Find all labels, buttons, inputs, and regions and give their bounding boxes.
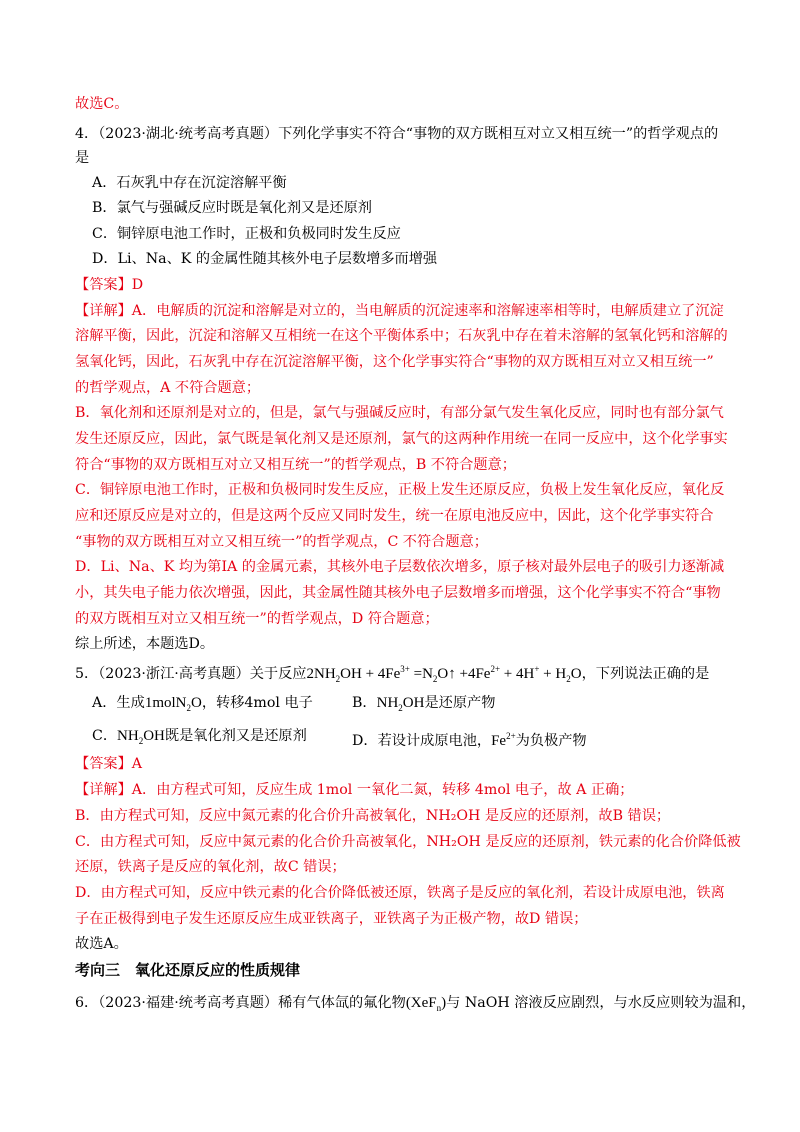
q5-option-b-formula: $NH_2OH$ [376, 695, 425, 713]
q5-summary: 故选A。 [75, 936, 128, 952]
q4-detail-line: 符合“事物的双方既相互对立又相互统一”的哲学观点，B 不符合题意； [75, 457, 516, 473]
q5-option-c: C．$NH_2OH$既是氧化剂又是还原剂 [92, 728, 307, 746]
q5-reaction-equation: $2NH_2OH + 4Fe^{3+}$ $=N_2O↑ +4Fe^{2+} + 4H^+ + H_2O$ [306, 664, 582, 684]
q4-detail-line: 发生还原反应，因此，氯气既是氧化剂又是还原剂，氯气的这两种作用统一在同一反应中，这个化学事实 [75, 431, 728, 447]
q4-stem-line-2: 是 [75, 150, 90, 166]
q5-detail-line: 子在正极得到电子发生还原反应生成亚铁离子，亚铁离子为正极产物，故D 错误； [75, 911, 588, 927]
q4-detail-line: C．铜锌原电池工作时，正极和负极同时发生反应，正极上发生还原反应，负极上发生氧化反应，氧化反 [75, 482, 725, 498]
q5-option-d-formula: $Fe^{2+}$ [491, 731, 516, 749]
q4-detail-line: 氢氧化钙，因此，石灰乳中存在沉淀溶解平衡，这个化学事实符合“事物的双方既相互对立又相互统一” [75, 354, 714, 370]
q4-detail-text: A．电解质的沉淀和溶解是对立的，当电解质的沉淀速率和溶解速率相等时，电解质建立了沉淀 [131, 303, 724, 319]
q5-detail-text: A．由方程式可知，反应生成 1mol 一氧化二氮，转移 4mol 电子，故 A 正确； [131, 782, 634, 798]
q6-formula: (XeF$_n$) [405, 995, 447, 1013]
section-heading: 考向三 氧化还原反应的性质规律 [75, 961, 301, 979]
q4-detail-line: 小，其失电子能力依次增强，因此，其金属性随其核外电子层数增多而增强，这个化学事实不符合“事物 [75, 585, 721, 601]
q5-option-d: D．若设计成原电池，$Fe^{2+}$为负极产物 [352, 731, 587, 749]
q4-option-a: A．石灰乳中存在沉淀溶解平衡 [92, 175, 287, 191]
q4-detail-line: “事物的双方既相互对立又相互统一”的哲学观点，C 不符合题意； [75, 534, 488, 550]
q4-stem-line-1: 4．（2023·湖北·统考高考真题）下列化学事实不符合“事物的双方既相互对立又相互统一”的哲学观点的 [75, 126, 719, 142]
q5-answer: 【答案】A [75, 756, 142, 772]
q3-conclusion: 故选C。 [75, 96, 129, 112]
q4-option-b: B．氯气与强碱反应时既是氧化剂又是还原剂 [92, 200, 372, 216]
q5-option-b: B．$NH_2OH$是还原产物 [352, 695, 496, 713]
q5-option-a-formula: 1molN$_2$O [144, 695, 202, 713]
q5-detail-line: C．由方程式可知，反应中氮元素的化合价升高被氧化，NH₂OH 是反应的还原剂，铁元素的化合价降低被 [75, 834, 741, 850]
q4-detail-line: D．Li、Na、K 均为第ⅠA 的金属元素，其核外电子层数依次增多，原子核对最外层电子的吸引力逐渐减 [75, 559, 725, 575]
q5-option-a: A．生成1molN$_2$O，转移4mol 电子 [92, 695, 313, 713]
q5-detail-line: 还原，铁离子是反应的氧化剂，故C 错误； [75, 859, 346, 875]
q5-stem-suffix: ，下列说法正确的是 [581, 666, 710, 682]
q5-detail-tag: 【详解】 [75, 782, 132, 798]
q4-option-c: C．铜锌原电池工作时，正极和负极同时发生反应 [92, 226, 401, 242]
q4-summary: 综上所述，本题选D。 [75, 636, 215, 652]
q5-option-c-formula: $NH_2OH$ [117, 728, 165, 746]
q4-detail-line: 的双方既相互对立又相互统一”的哲学观点，D 符合题意； [75, 611, 439, 627]
q5-detail-line [75, 780, 634, 800]
q5-detail-line: D．由方程式可知，反应中铁元素的化合价降低被还原，铁离子是反应的氧化剂，若设计成原电池，铁离 [75, 885, 725, 901]
q4-detail-line: 应和还原反应是对立的，但是这两个反应又同时发生，统一在原电池反应中，因此，这个化学事实符合 [75, 508, 714, 524]
q4-detail-tag: 【详解】 [75, 303, 132, 319]
q6-stem: 6．（2023·福建·统考高考真题）稀有气体氙的氟化物(XeF$_n$)与 NaOH 溶液反应剧烈，与水反应则较为温和， [75, 995, 756, 1013]
q4-answer: 【答案】D [75, 277, 144, 293]
q5-stem-prefix: 5．（2023·浙江·高考真题）关于反应 [75, 666, 307, 682]
q5-stem [75, 659, 709, 689]
q5-detail-line: B．由方程式可知，反应中氮元素的化合价升高被氧化，NH₂OH 是反应的还原剂，故B 错误； [75, 808, 671, 824]
q4-detail-line: 的哲学观点，A 不符合题意； [75, 380, 261, 396]
q4-detail-line [75, 301, 724, 321]
q4-detail-line: B．氧化剂和还原剂是对立的，但是，氯气与强碱反应时，有部分氯气发生氧化反应，同时也有部分氯气 [75, 405, 724, 421]
q4-detail-line: 溶解平衡，因此，沉淀和溶解又互相统一在这个平衡体系中；石灰乳中存在着未溶解的氢氧化钙和溶解的 [75, 328, 728, 344]
q4-option-d: D．Li、Na、K 的金属性随其核外电子层数增多而增强 [92, 251, 438, 267]
